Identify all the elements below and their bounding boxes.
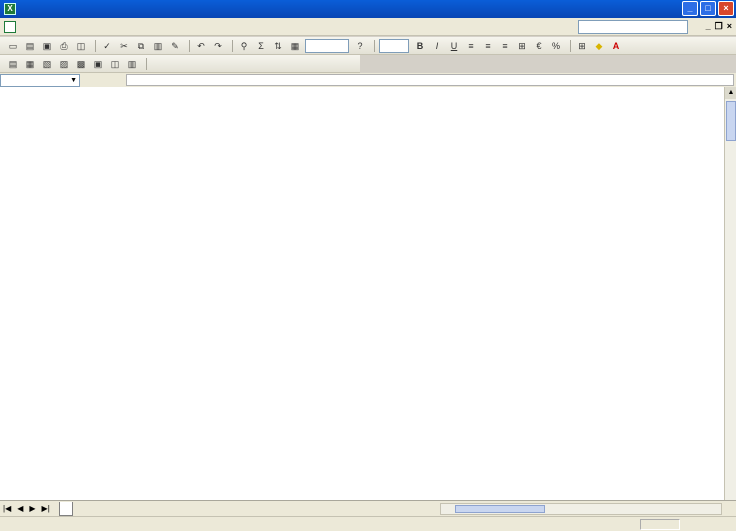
redo-icon[interactable]: ↷ xyxy=(214,40,222,51)
review-icon-1[interactable]: ▤ xyxy=(8,58,18,69)
underline-icon[interactable]: U xyxy=(450,40,458,51)
review-icon-7[interactable]: ◫ xyxy=(110,58,120,69)
excel-icon: X xyxy=(4,3,16,15)
reviewing-toolbar xyxy=(0,55,360,73)
workbook-icon[interactable] xyxy=(4,21,16,33)
sheet-tab-monthly-balance-sheets[interactable] xyxy=(59,502,73,516)
vertical-scrollbar[interactable] xyxy=(724,87,736,500)
standard-toolbar xyxy=(0,37,736,55)
scroll-up-icon[interactable]: ▲ xyxy=(725,87,736,99)
font-color-icon[interactable]: A xyxy=(612,40,620,51)
prev-sheet-icon[interactable]: ◀ xyxy=(17,504,24,513)
hscroll-thumb[interactable] xyxy=(455,505,545,513)
horizontal-scrollbar[interactable] xyxy=(440,503,722,515)
zoom-select[interactable] xyxy=(305,39,349,53)
print-preview-icon[interactable]: ◫ xyxy=(76,40,86,51)
help-icon[interactable]: ? xyxy=(357,40,363,51)
review-icon-8[interactable]: ▥ xyxy=(127,58,137,69)
align-center-icon[interactable]: ≡ xyxy=(485,40,491,51)
undo-icon[interactable]: ↶ xyxy=(197,40,205,51)
close-button[interactable]: × xyxy=(718,1,734,16)
autosum-icon[interactable]: Σ xyxy=(258,40,264,51)
minimize-button[interactable]: _ xyxy=(682,1,698,16)
doc-restore-icon[interactable]: ❐ xyxy=(714,21,723,31)
help-search-input[interactable] xyxy=(578,20,688,34)
review-icon-2[interactable]: ▦ xyxy=(25,58,35,69)
review-icon-5[interactable]: ▩ xyxy=(76,58,86,69)
menu-bar xyxy=(0,18,736,36)
doc-minimize-icon[interactable]: _ xyxy=(705,21,711,31)
align-right-icon[interactable]: ≡ xyxy=(502,40,508,51)
maximize-button[interactable]: □ xyxy=(700,1,716,16)
doc-close-icon[interactable]: × xyxy=(726,21,732,31)
italic-icon[interactable]: I xyxy=(435,40,439,51)
align-left-icon[interactable]: ≡ xyxy=(468,40,474,51)
bold-icon[interactable]: B xyxy=(416,40,424,51)
format-painter-icon[interactable]: ✎ xyxy=(171,40,179,51)
next-sheet-icon[interactable]: ▶ xyxy=(29,504,36,513)
scroll-thumb[interactable] xyxy=(726,101,736,141)
percent-icon[interactable]: % xyxy=(551,40,560,51)
review-icon-6[interactable]: ▣ xyxy=(93,58,103,69)
sort-icon[interactable]: ⇅ xyxy=(274,40,282,51)
chart-wizard-icon[interactable]: ▦ xyxy=(290,40,300,51)
merge-center-icon[interactable]: ⊞ xyxy=(518,40,526,51)
new-icon[interactable]: ▭ xyxy=(8,40,18,51)
first-sheet-icon[interactable]: |◀ xyxy=(3,504,12,513)
formula-input[interactable] xyxy=(126,74,734,86)
copy-icon[interactable]: ⧉ xyxy=(137,40,145,51)
currency-icon[interactable]: € xyxy=(536,40,542,51)
chevron-down-icon[interactable]: ▼ xyxy=(70,76,77,84)
save-icon[interactable]: ▣ xyxy=(42,40,52,51)
formula-bar xyxy=(0,73,736,87)
font-size-select[interactable] xyxy=(379,39,409,53)
paste-icon[interactable]: ▥ xyxy=(153,40,163,51)
open-icon[interactable]: ▤ xyxy=(25,40,35,51)
title-bar xyxy=(0,0,736,18)
sheet-tab-bar xyxy=(0,500,736,516)
caps-indicator xyxy=(640,519,680,530)
last-sheet-icon[interactable]: ▶| xyxy=(41,504,50,513)
print-icon[interactable]: ⎙ xyxy=(60,40,68,51)
spelling-icon[interactable]: ✓ xyxy=(103,40,111,51)
review-icon-3[interactable]: ▧ xyxy=(42,58,52,69)
fill-color-icon[interactable]: ◆ xyxy=(595,40,603,51)
worksheet-grid[interactable] xyxy=(0,87,724,500)
status-bar xyxy=(0,516,736,531)
review-icon-4[interactable]: ▨ xyxy=(59,58,69,69)
hyperlink-icon[interactable]: ⚲ xyxy=(240,40,248,51)
borders-icon[interactable]: ⊞ xyxy=(578,40,586,51)
cut-icon[interactable]: ✂ xyxy=(120,40,128,51)
name-box[interactable] xyxy=(0,74,80,87)
